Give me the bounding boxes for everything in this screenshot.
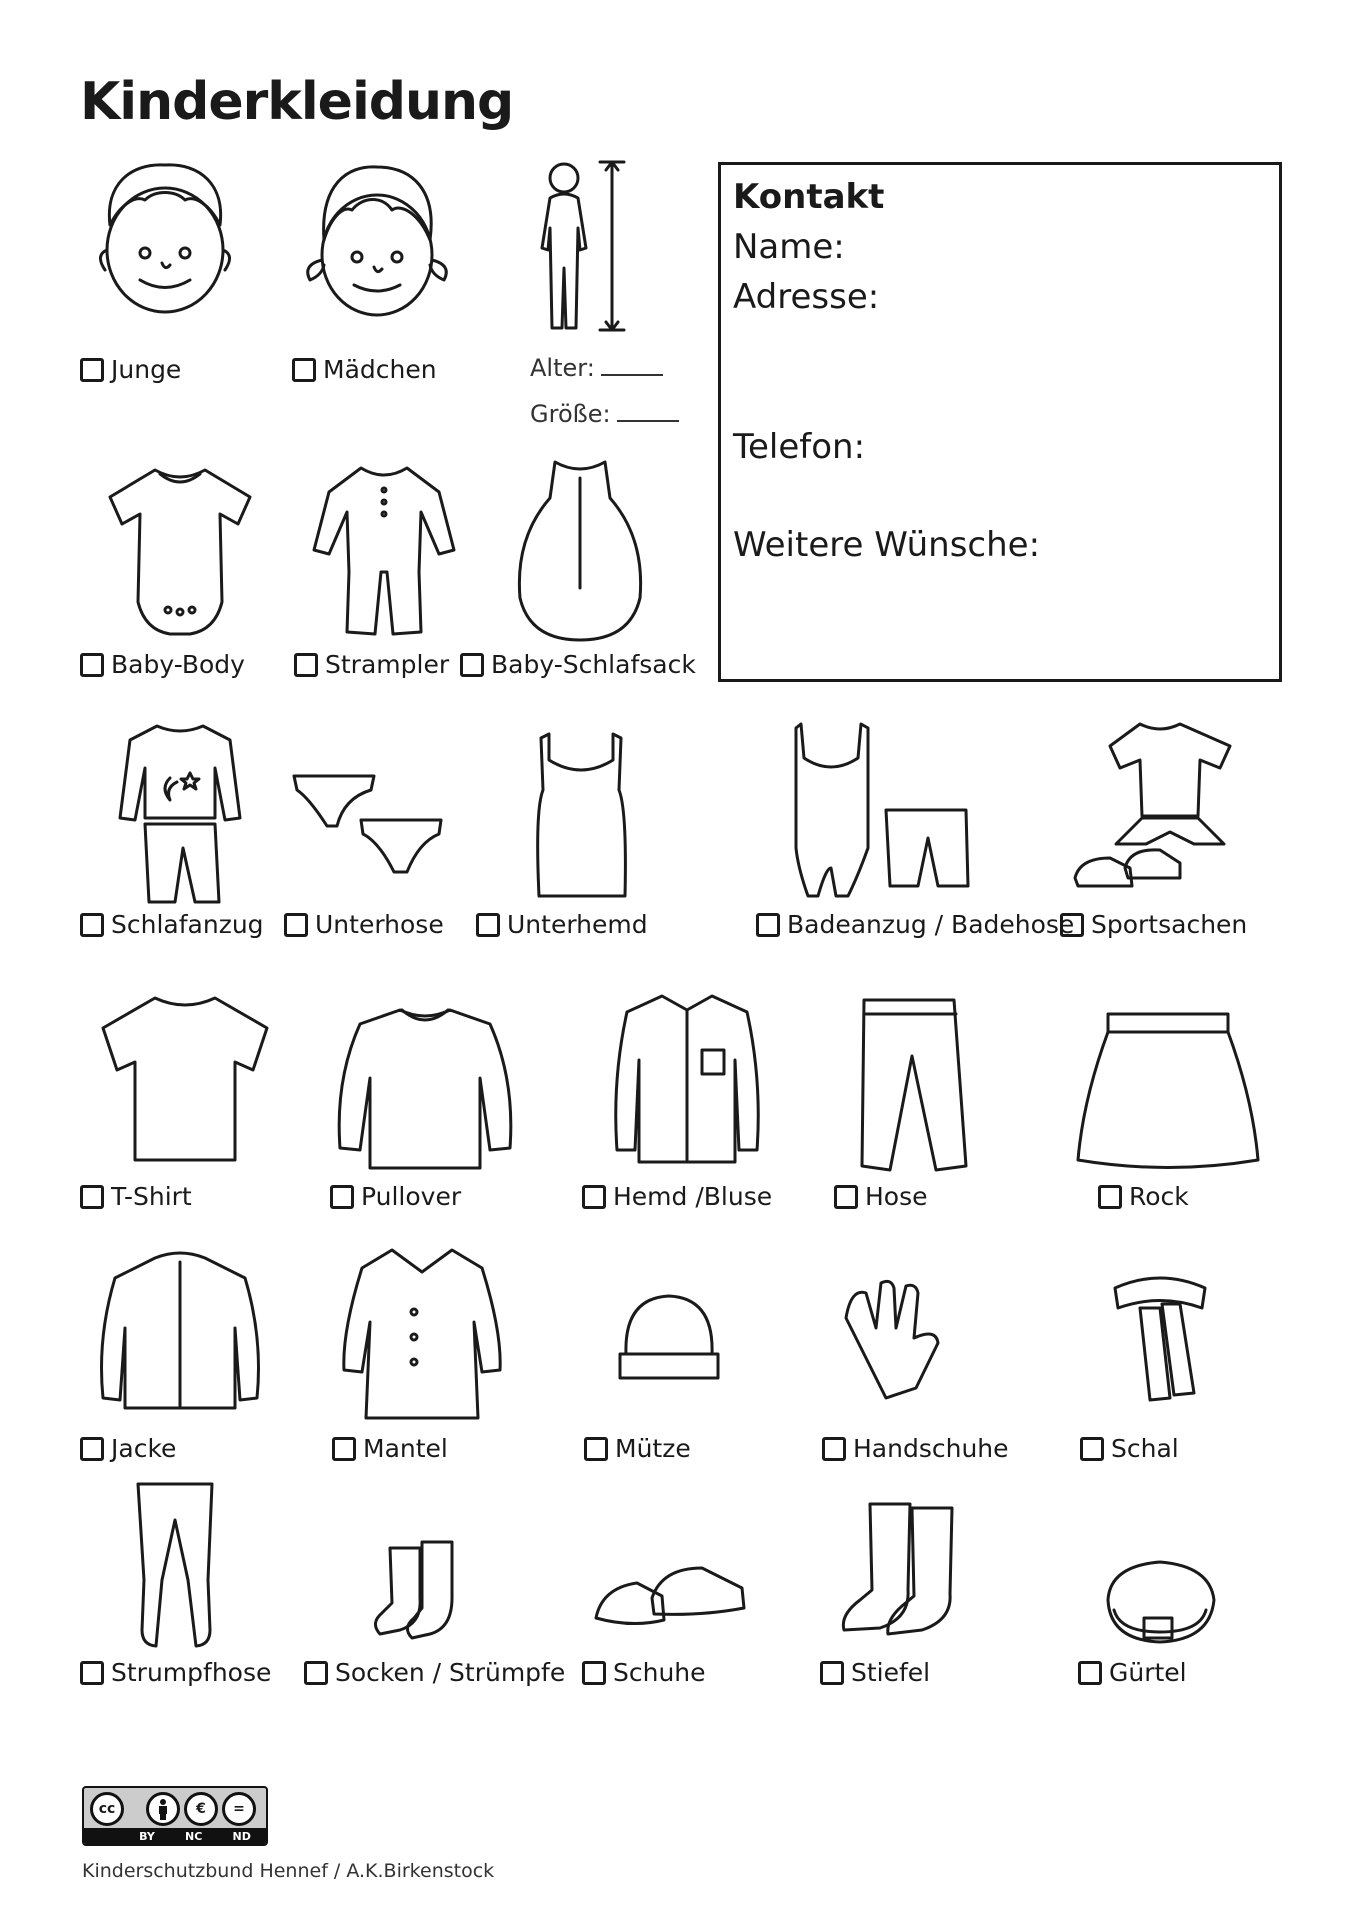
- item-hose: [834, 990, 994, 1230]
- strampler-icon: [309, 462, 459, 642]
- item-schal: [1080, 1248, 1260, 1478]
- label-schlafanzug: Schlafanzug: [111, 910, 264, 939]
- baby-schlafsack-icon: [510, 458, 650, 644]
- contact-name-field[interactable]: Name:: [733, 227, 845, 267]
- label-boy: Junge: [111, 355, 182, 384]
- checkbox-stiefel[interactable]: [820, 1661, 844, 1685]
- label-strampler: Strampler: [325, 650, 450, 679]
- label-handschuhe: Handschuhe: [853, 1434, 1009, 1463]
- label-jacke: Jacke: [111, 1434, 177, 1463]
- label-strumpfhose: Strumpfhose: [111, 1658, 272, 1687]
- unterhemd-icon: [531, 730, 631, 900]
- checkbox-pullover[interactable]: [330, 1185, 354, 1209]
- schlafanzug-icon: [115, 718, 245, 908]
- cc-nd-text: ND: [232, 1829, 251, 1843]
- checkbox-schal[interactable]: [1080, 1437, 1104, 1461]
- rock-icon: [1073, 1010, 1263, 1170]
- nd-equal-icon: =: [222, 1792, 256, 1826]
- page-title: Kinderkleidung: [80, 72, 514, 132]
- hemd-icon: [607, 990, 767, 1170]
- schal-icon: [1110, 1268, 1210, 1418]
- label-girl: Mädchen: [323, 355, 437, 384]
- stiefel-icon: [840, 1500, 980, 1640]
- contact-wishes-field[interactable]: Weitere Wünsche:: [733, 525, 1041, 565]
- checkbox-hemd[interactable]: [582, 1185, 606, 1209]
- unterhose-icon: [289, 768, 459, 888]
- label-rock: Rock: [1129, 1182, 1189, 1211]
- checkbox-badeanzug[interactable]: [756, 913, 780, 937]
- handschuhe-icon: [836, 1268, 946, 1408]
- label-mantel: Mantel: [363, 1434, 448, 1463]
- girl-face-icon: [302, 155, 452, 325]
- strumpfhose-icon: [130, 1480, 220, 1650]
- checkbox-baby-body[interactable]: [80, 653, 104, 677]
- nc-euro-icon: €: [184, 1792, 218, 1826]
- item-girl: [292, 155, 462, 395]
- item-badeanzug: [756, 718, 1075, 958]
- checkbox-hose[interactable]: [834, 1185, 858, 1209]
- checkbox-schlafanzug[interactable]: [80, 913, 104, 937]
- pullover-icon: [330, 1000, 520, 1180]
- item-schuhe: [582, 1480, 782, 1710]
- age-field[interactable]: [530, 354, 663, 382]
- contact-address-field[interactable]: Adresse:: [733, 277, 880, 317]
- item-schlafanzug: [80, 718, 264, 958]
- label-sportsachen: Sportsachen: [1091, 910, 1248, 939]
- item-guertel: [1078, 1480, 1278, 1710]
- guertel-icon: [1100, 1556, 1220, 1646]
- item-t-shirt: [80, 990, 280, 1230]
- label-badeanzug: Badeanzug / Badehose: [787, 910, 1075, 939]
- checkbox-girl[interactable]: [292, 358, 316, 382]
- checkbox-t-shirt[interactable]: [80, 1185, 104, 1209]
- checkbox-socken[interactable]: [304, 1661, 328, 1685]
- item-unterhose: [284, 718, 464, 958]
- item-stiefel: [820, 1480, 1020, 1710]
- label-unterhemd: Unterhemd: [507, 910, 648, 939]
- checkbox-schuhe[interactable]: [582, 1661, 606, 1685]
- label-hemd: Hemd /Bluse: [613, 1182, 773, 1211]
- size-field[interactable]: [530, 400, 679, 428]
- by-person-icon: [146, 1792, 180, 1826]
- checkbox-guertel[interactable]: [1078, 1661, 1102, 1685]
- checkbox-sportsachen[interactable]: [1060, 913, 1084, 937]
- schuhe-icon: [592, 1558, 752, 1638]
- hose-icon: [854, 996, 974, 1176]
- jacke-icon: [95, 1248, 265, 1418]
- contact-box: [718, 162, 1282, 682]
- checkbox-unterhemd[interactable]: [476, 913, 500, 937]
- contact-heading: Kontakt: [733, 177, 885, 217]
- label-muetze: Mütze: [615, 1434, 691, 1463]
- checkbox-muetze[interactable]: [584, 1437, 608, 1461]
- item-muetze: [584, 1248, 764, 1478]
- cc-license-badge: [82, 1786, 268, 1846]
- item-baby-schlafsack: [460, 458, 696, 692]
- cc-nc-text: NC: [185, 1829, 203, 1843]
- checkbox-mantel[interactable]: [332, 1437, 356, 1461]
- sportsachen-icon: [1070, 718, 1250, 898]
- checkbox-handschuhe[interactable]: [822, 1437, 846, 1461]
- checkbox-jacke[interactable]: [80, 1437, 104, 1461]
- label-schal: Schal: [1111, 1434, 1179, 1463]
- footer-credit: Kinderschutzbund Hennef / A.K.Birkenstock: [82, 1860, 495, 1882]
- label-socken: Socken / Strümpfe: [335, 1658, 566, 1687]
- age-label: Alter:: [530, 354, 595, 382]
- boy-face-icon: [90, 155, 240, 325]
- label-hose: Hose: [865, 1182, 928, 1211]
- label-t-shirt: T-Shirt: [111, 1182, 192, 1211]
- checkbox-unterhose[interactable]: [284, 913, 308, 937]
- mantel-icon: [332, 1242, 512, 1422]
- cc-by-text: BY: [139, 1829, 155, 1843]
- cc-logo-icon: [90, 1792, 124, 1826]
- item-baby-body: [80, 462, 260, 692]
- item-boy: [80, 155, 250, 395]
- item-strampler: [294, 462, 464, 692]
- size-label: Größe:: [530, 400, 611, 428]
- checkbox-strumpfhose[interactable]: [80, 1661, 104, 1685]
- socken-icon: [370, 1538, 470, 1648]
- t-shirt-icon: [95, 990, 275, 1170]
- badeanzug-icon: [786, 718, 986, 898]
- height-figure-icon: [528, 158, 628, 338]
- item-sportsachen: [1060, 718, 1260, 958]
- label-pullover: Pullover: [361, 1182, 462, 1211]
- item-unterhemd: [476, 718, 676, 958]
- label-unterhose: Unterhose: [315, 910, 444, 939]
- label-schuhe: Schuhe: [613, 1658, 706, 1687]
- cc-logo-text: cc: [98, 1801, 116, 1817]
- contact-phone-field[interactable]: Telefon:: [733, 427, 866, 467]
- item-strumpfhose: [80, 1480, 280, 1710]
- checkbox-boy[interactable]: [80, 358, 104, 382]
- item-socken: [304, 1480, 564, 1710]
- checkbox-strampler[interactable]: [294, 653, 318, 677]
- item-pullover: [330, 990, 530, 1230]
- item-rock: [1098, 990, 1278, 1230]
- checkbox-rock[interactable]: [1098, 1185, 1122, 1209]
- item-jacke: [80, 1248, 280, 1478]
- item-mantel: [332, 1242, 532, 1478]
- muetze-icon: [614, 1288, 724, 1388]
- label-baby-body: Baby-Body: [111, 650, 245, 679]
- baby-body-icon: [100, 462, 260, 642]
- item-hemd: [582, 990, 802, 1230]
- item-handschuhe: [822, 1248, 1022, 1478]
- label-guertel: Gürtel: [1109, 1658, 1187, 1687]
- label-stiefel: Stiefel: [851, 1658, 931, 1687]
- checkbox-baby-schlafsack[interactable]: [460, 653, 484, 677]
- label-baby-schlafsack: Baby-Schlafsack: [491, 650, 696, 679]
